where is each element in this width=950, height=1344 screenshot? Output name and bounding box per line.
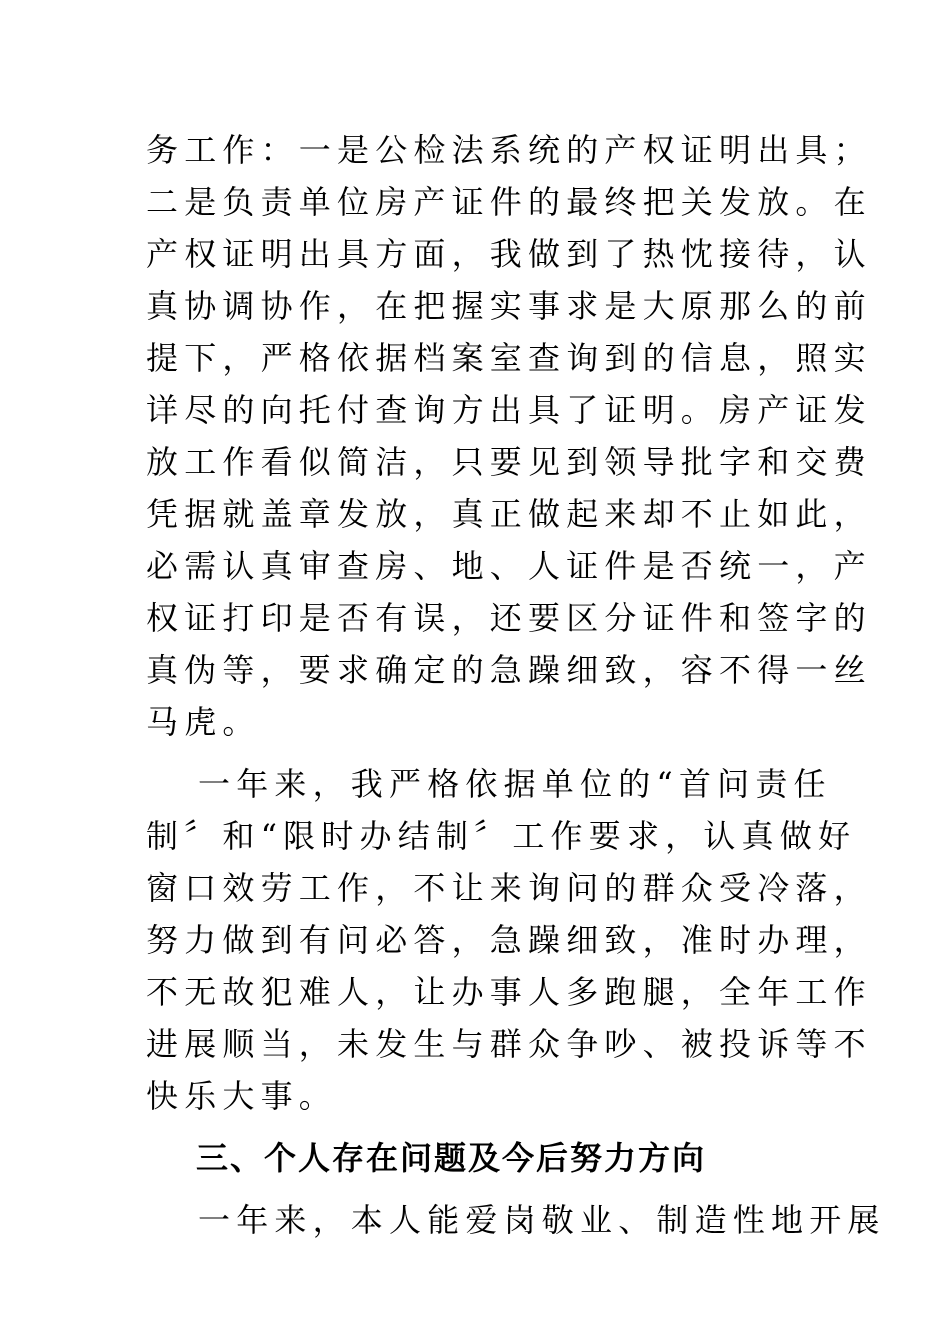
paragraph-1-line-5: 提下，严格依据档案室查询到的信息，照实 <box>146 339 872 377</box>
paragraph-1-line-10: 权证打印是否有误，还要区分证件和签字的 <box>146 599 872 637</box>
paragraph-1-line-7: 放工作看似简洁，只要见到领导批字和交费 <box>146 443 872 481</box>
paragraph-1-line-2: 二是负责单位房产证件的最终把关发放。在 <box>146 183 872 221</box>
paragraph-2-line-4: 努力做到有问必答，急躁细致，准时办理， <box>146 921 872 959</box>
paragraph-2-line-5: 不无故犯难人，让办事人多跑腿，全年工作 <box>146 973 872 1011</box>
paragraph-1-line-4: 真协调协作，在把握实事求是大原那么的前 <box>146 287 872 325</box>
paragraph-1-line-1: 务工作：一是公检法系统的产权证明出具； <box>146 131 872 169</box>
paragraph-2-line-7: 快乐大事。 <box>146 1077 338 1115</box>
paragraph-2-line-3: 窗口效劳工作，不让来询问的群众受冷落， <box>146 869 872 907</box>
paragraph-1-line-12: 马虎。 <box>146 703 261 741</box>
paragraph-2-line-2: 制〞和“限时办结制〞工作要求，认真做好 <box>146 817 857 855</box>
paragraph-1-line-3: 产权证明出具方面，我做到了热忱接待，认 <box>146 235 872 273</box>
paragraph-1-line-11: 真伪等，要求确定的急躁细致，容不得一丝 <box>146 651 872 689</box>
paragraph-2-line-6: 进展顺当，未发生与群众争吵、被投诉等不 <box>146 1025 872 1063</box>
paragraph-3-line-1: 一年来，本人能爱岗敬业、制造性地开展 <box>198 1201 886 1239</box>
paragraph-2-line-1: 一年来，我严格依据单位的“首问责任 <box>198 765 832 803</box>
section-heading: 三、个人存在问题及今后努力方向 <box>196 1139 707 1177</box>
paragraph-1-line-6: 详尽的向托付查询方出具了证明。房产证发 <box>146 391 872 429</box>
paragraph-1-line-8: 凭据就盖章发放，真正做起来却不止如此， <box>146 495 872 533</box>
paragraph-1-line-9: 必需认真审查房、地、人证件是否统一，产 <box>146 547 872 585</box>
